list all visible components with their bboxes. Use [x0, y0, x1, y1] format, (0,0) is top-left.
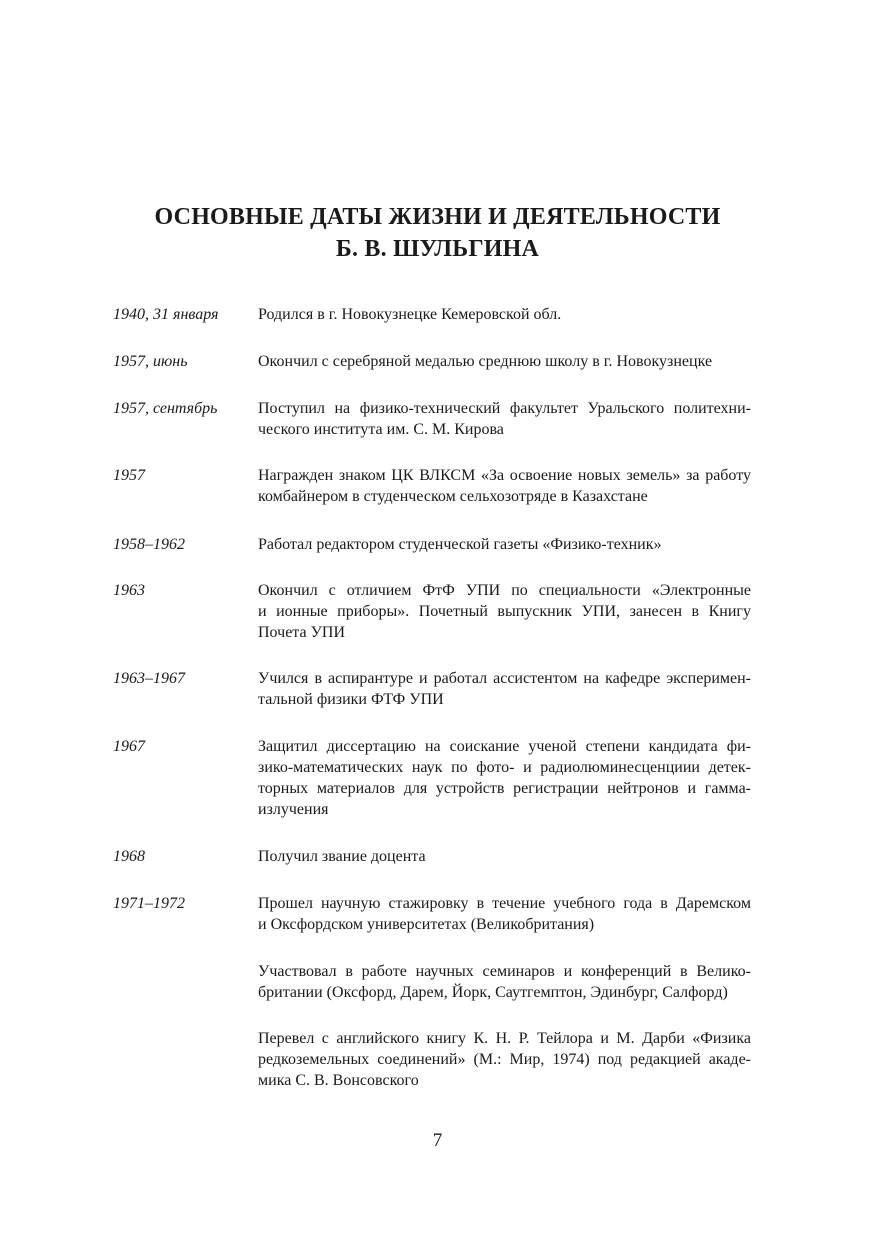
- entry-line: редкоземельных соединений» (М.: Мир, 1974) под редакцией акаде-: [258, 1051, 751, 1068]
- entry-date: 1957, сентябрь: [113, 400, 218, 417]
- entry-line: Получил звание доцента: [258, 848, 426, 865]
- entry-date: 1940, 31 января: [113, 306, 219, 323]
- title-line-2: Б. В. ШУЛЬГИНА: [335, 236, 540, 262]
- entry-line: мика С. В. Вонсовского: [258, 1072, 419, 1089]
- entry-line: тальной физики ФТФ УПИ: [258, 691, 444, 708]
- entry-text: [258, 580, 751, 643]
- entry-line: Родился в г. Новокузнецке Кемеровской обл.: [258, 306, 562, 323]
- entry-text: [258, 893, 751, 935]
- entry-line: Почета УПИ: [258, 624, 346, 641]
- entry-text: [258, 736, 751, 820]
- entry-text: [258, 1028, 751, 1091]
- entry-date: 1957: [113, 467, 145, 484]
- entry-line: и Оксфордском университетах (Великобритания): [258, 916, 595, 933]
- entry-line: комбайнером в студенческом сельхозотряде в Казахстане: [258, 488, 648, 505]
- entry-text: [258, 961, 751, 1003]
- entry-line: зико-математических наук по фото- и радиолюминесценциии детек-: [258, 759, 751, 776]
- page-title: [0, 201, 875, 265]
- entry-text: [258, 465, 751, 507]
- entry-line: Окончил с серебряной медалью среднюю школу в г. Новокузнецке: [258, 353, 713, 370]
- entry-date: 1963: [113, 582, 145, 599]
- entry-date: 1957, июнь: [113, 353, 188, 370]
- entry-line: Учился в аспирантуре и работал ассистентом на кафедре эксперимен-: [258, 670, 751, 687]
- entry-text: [258, 351, 751, 372]
- entry-date: 1963–1967: [113, 670, 185, 687]
- entry-text: [258, 668, 751, 710]
- title-line-1: ОСНОВНЫЕ ДАТЫ ЖИЗНИ И ДЕЯТЕЛЬНОСТИ: [154, 204, 721, 230]
- entry-line: торных материалов для устройств регистрации нейтронов и гамма-: [258, 780, 751, 797]
- entry-line: Перевел с английского книгу К. Н. Р. Тейлора и М. Дарби «Физика: [258, 1030, 751, 1047]
- entry-line: ческого института им. С. М. Кирова: [258, 421, 504, 438]
- entry-line: Окончил с отличием ФтФ УПИ по специальности «Электронные: [258, 582, 751, 599]
- entry-line: Работал редактором студенческой газеты «Физико-техник»: [258, 536, 662, 553]
- entry-text: [258, 534, 751, 555]
- entry-date: 1971–1972: [113, 895, 185, 912]
- entry-line: Награжден знаком ЦК ВЛКСМ «За освоение новых земель» за работу: [258, 467, 751, 484]
- entry-line: и ионные приборы». Почетный выпускник УПИ, занесен в Книгу: [258, 603, 751, 620]
- entry-text: [258, 846, 751, 867]
- page-number: 7: [432, 1130, 443, 1151]
- entry-line: излучения: [258, 801, 329, 818]
- entry-date: 1958–1962: [113, 536, 185, 553]
- entry-date: 1967: [113, 738, 145, 755]
- entry-line: Прошел научную стажировку в течение учебного года в Даремском: [258, 895, 751, 912]
- entry-text: [258, 398, 751, 440]
- entry-text: [258, 304, 751, 325]
- entry-line: Поступил на физико-технический факультет Уральского политехни-: [258, 400, 751, 417]
- entry-line: Участвовал в работе научных семинаров и конференций в Велико-: [258, 963, 751, 980]
- entry-line: британии (Оксфорд, Дарем, Йорк, Саутгемптон, Эдинбург, Салфорд): [258, 984, 728, 1001]
- entry-date: 1968: [113, 848, 145, 865]
- entry-line: Защитил диссертацию на соискание ученой степени кандидата фи-: [258, 738, 751, 755]
